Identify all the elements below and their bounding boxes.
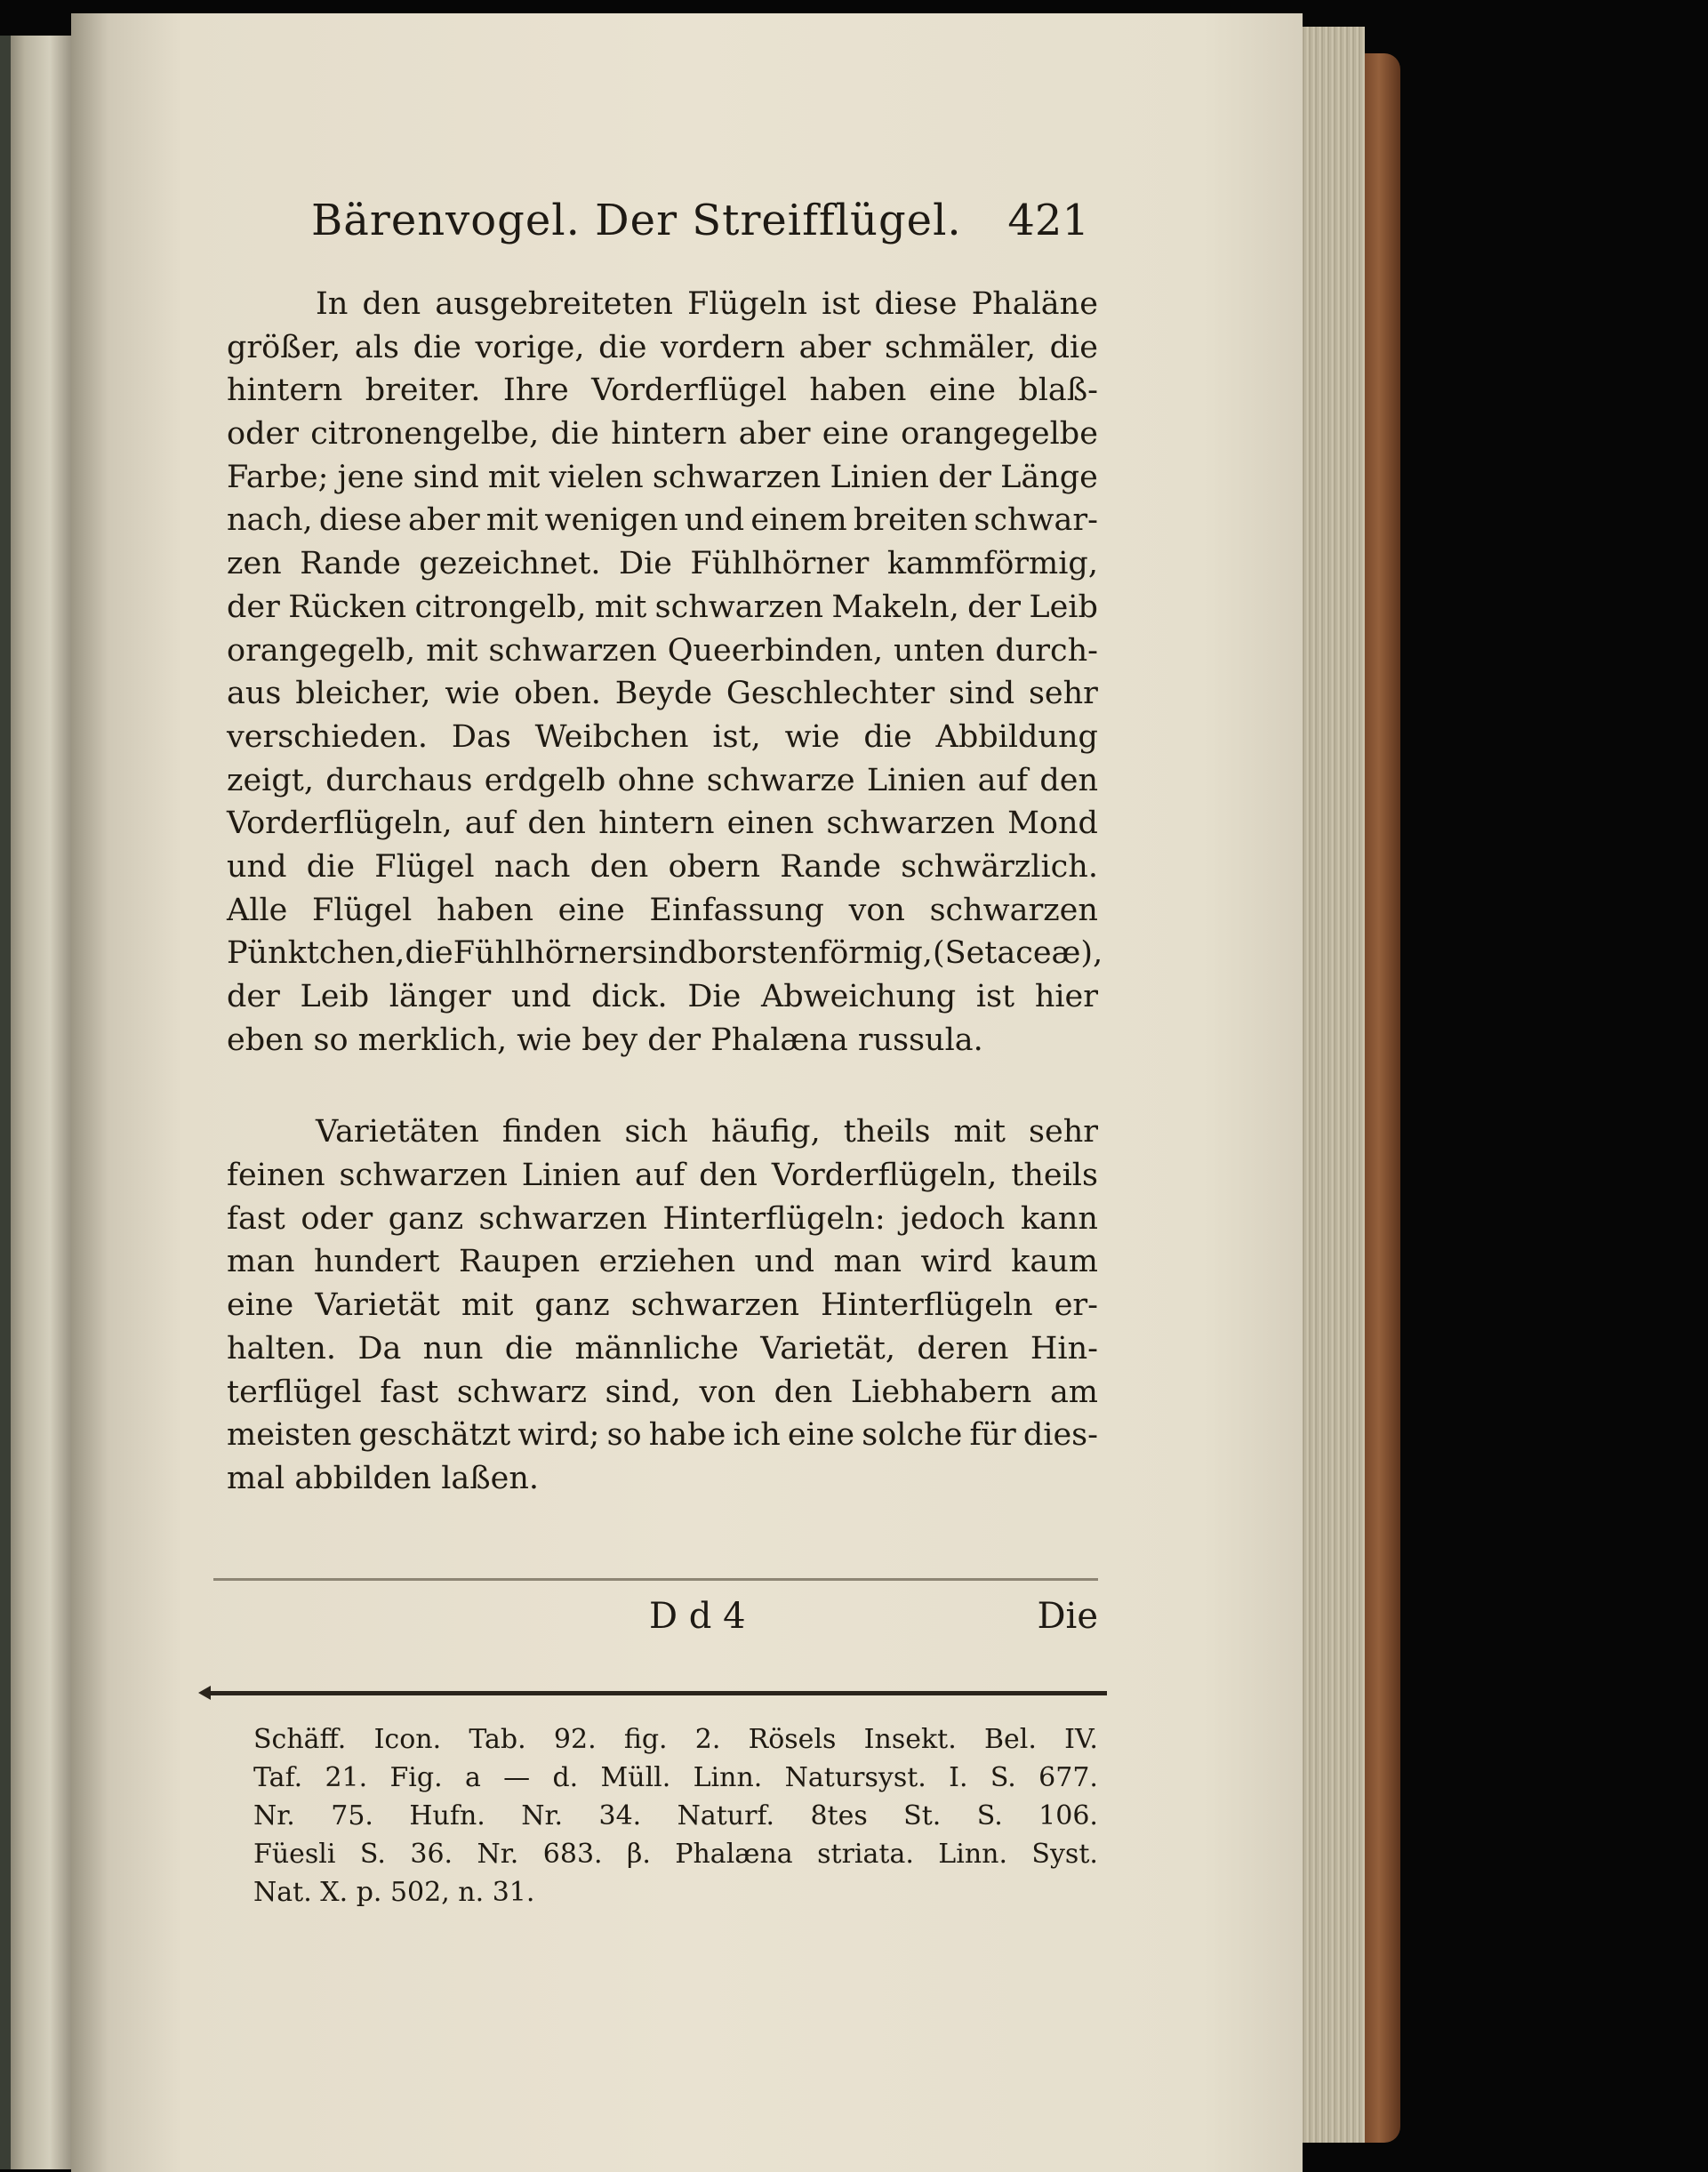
word: den: [774, 1374, 833, 1410]
word: dies-: [1022, 1417, 1098, 1454]
word: schwarz: [456, 1374, 587, 1410]
word: Raupen: [458, 1244, 581, 1280]
word: feinen: [227, 1158, 325, 1194]
word: β.: [626, 1839, 651, 1870]
word: Syst.: [1031, 1839, 1098, 1870]
word: schwarzen: [654, 589, 823, 625]
footer-rule: [213, 1578, 1098, 1581]
paragraph-1: [227, 283, 1103, 1062]
word: kaum: [1011, 1244, 1098, 1280]
word: sehr: [1029, 1114, 1098, 1150]
word: ganz: [388, 1200, 464, 1237]
word: (Setaceæ),: [932, 935, 1103, 972]
word: man: [227, 1244, 295, 1280]
word: breiten: [853, 502, 968, 539]
word: ausgebreiteten: [435, 286, 673, 322]
word: Liebhabern: [850, 1374, 1032, 1410]
word: diese: [874, 286, 958, 322]
word: Rösels: [748, 1724, 837, 1755]
word: von: [848, 892, 905, 928]
word: d.: [552, 1762, 579, 1793]
word: sehr: [1028, 676, 1098, 712]
word: Linien: [830, 459, 929, 495]
word: männliche: [574, 1330, 739, 1367]
word: durch-: [995, 632, 1098, 669]
word: sind: [949, 676, 1015, 712]
text-line: [227, 283, 1098, 326]
page-number: 421: [1007, 196, 1089, 245]
word: habe: [648, 1417, 726, 1454]
word: am: [1049, 1374, 1098, 1410]
word: vorige,: [475, 329, 585, 365]
word: Insekt.: [863, 1724, 957, 1755]
word: Hin-: [1030, 1330, 1098, 1367]
word: schwarzen: [929, 892, 1098, 928]
word: Leib: [300, 979, 370, 1014]
word: Das: [451, 718, 511, 755]
word: aus: [227, 676, 282, 712]
word: Varietäten: [316, 1114, 479, 1150]
text-line: [227, 1110, 1098, 1154]
text-line: [227, 846, 1098, 889]
word: Linn.: [693, 1762, 763, 1793]
word: sind: [631, 935, 698, 972]
text-line: [227, 369, 1098, 413]
text-line: [227, 1198, 1098, 1241]
signature-line: [227, 1596, 1098, 1649]
word: borstenförmig,: [697, 935, 933, 972]
word: Hufn.: [409, 1800, 485, 1831]
word: 92.: [553, 1724, 597, 1755]
word: fig.: [623, 1724, 668, 1755]
word: aber: [408, 502, 480, 539]
word: 677.: [1038, 1762, 1098, 1793]
footnote-line: Nat. X. p. 502, n. 31.: [253, 1877, 535, 1908]
word: Mond: [1007, 805, 1098, 842]
word: S.: [359, 1839, 386, 1870]
word: diese: [318, 502, 402, 539]
word: Fühlhörner: [453, 935, 632, 972]
word: haben: [809, 373, 907, 409]
word: schwarzen: [488, 632, 657, 669]
word: und: [227, 848, 287, 885]
word: Rücken: [288, 589, 407, 625]
word: Linien: [521, 1158, 621, 1194]
word: und: [510, 979, 572, 1014]
facing-page-edge: [0, 36, 71, 2169]
word: schwarzen: [652, 459, 822, 495]
word: S.: [990, 1762, 1016, 1793]
text-line: [227, 456, 1098, 500]
text-line: [227, 802, 1098, 846]
word: jene: [337, 459, 405, 495]
word: Füesli: [253, 1839, 336, 1870]
text-line: [227, 716, 1098, 759]
word: den: [1039, 762, 1098, 798]
word: Natursyst.: [784, 1762, 926, 1793]
word: zeigt,: [227, 762, 314, 798]
word: unten: [894, 632, 985, 669]
footnotes: [253, 1720, 1098, 1912]
word: Vorderflügeln,: [227, 805, 453, 842]
word: 8tes: [810, 1800, 868, 1831]
word: wird;: [517, 1417, 600, 1454]
paragraph-2: [227, 1110, 1098, 1500]
word: und: [684, 502, 745, 539]
word: schwarzen: [478, 1200, 647, 1237]
word: theils: [1011, 1158, 1098, 1194]
word: Geschlechter: [726, 676, 935, 712]
word: Nr.: [477, 1839, 519, 1870]
word: zen: [227, 546, 282, 582]
word: den: [527, 805, 586, 842]
text-line: [227, 672, 1098, 716]
word: kammförmig,: [886, 546, 1098, 582]
word: und: [754, 1244, 815, 1280]
footnote-rule: [209, 1691, 1107, 1695]
word: mit: [485, 502, 539, 539]
word: Nr.: [521, 1800, 564, 1831]
word: fast: [227, 1200, 285, 1237]
word: ohne: [617, 762, 695, 798]
word: mit: [426, 632, 478, 669]
word: ist: [975, 979, 1015, 1014]
word: meisten: [227, 1417, 352, 1454]
text-line: [227, 975, 1098, 1019]
book-cover-left-edge: [0, 36, 11, 2169]
word: 683.: [542, 1839, 603, 1870]
word: aber: [798, 329, 871, 365]
word: schwärzlich.: [901, 848, 1098, 885]
word: der: [227, 979, 280, 1014]
word: die: [598, 329, 647, 365]
word: länger: [389, 979, 492, 1014]
text-line: [227, 1327, 1098, 1371]
word: Alle: [227, 892, 288, 928]
word: schwarzen: [630, 1287, 800, 1324]
word: von: [699, 1374, 756, 1410]
word: auf: [977, 762, 1029, 798]
word: Die: [687, 979, 742, 1014]
word: Müll.: [600, 1762, 671, 1793]
word: wenigen: [544, 502, 678, 539]
word: Da: [357, 1330, 402, 1367]
word: schwarzen: [826, 805, 995, 842]
word: 106.: [1038, 1800, 1098, 1831]
word: geschätzt: [358, 1417, 511, 1454]
word: 36.: [410, 1839, 453, 1870]
body-text: [227, 283, 1103, 1501]
word: jedoch: [901, 1200, 1006, 1237]
word: Abbildung: [935, 718, 1098, 755]
word: Nr.: [253, 1800, 295, 1831]
word: mit: [594, 589, 647, 625]
word: sich: [624, 1114, 688, 1150]
word: erdgelb: [484, 762, 606, 798]
word: obern: [668, 848, 761, 885]
word: citrongelb,: [414, 589, 587, 625]
word: —: [503, 1762, 531, 1793]
word: halten.: [227, 1330, 337, 1367]
word: der: [227, 589, 280, 625]
word: man: [833, 1244, 902, 1280]
word: schwar-: [974, 502, 1098, 539]
word: fast: [380, 1374, 439, 1410]
word: vielen: [549, 459, 644, 495]
word: haben: [436, 892, 534, 928]
paragraph-gap: [227, 1062, 1098, 1110]
word: solche: [862, 1417, 963, 1454]
word: der: [967, 589, 1022, 625]
text-line: [227, 889, 1098, 933]
word: Die: [618, 546, 672, 582]
word: wie: [784, 718, 840, 755]
word: Abweichung: [761, 979, 957, 1014]
word: 2.: [694, 1724, 721, 1755]
word: eine: [787, 1417, 855, 1454]
word: schmäler,: [884, 329, 1037, 365]
word: den: [589, 848, 649, 885]
word: größer,: [227, 329, 341, 365]
word: Naturf.: [677, 1800, 775, 1831]
word: hintern: [611, 416, 727, 453]
word: dick.: [591, 979, 668, 1014]
word: sind: [413, 459, 479, 495]
word: Hinterflügeln:: [662, 1200, 886, 1237]
book-cover-right: [1365, 53, 1400, 2143]
word: Linien: [866, 762, 966, 798]
word: mit: [487, 459, 541, 495]
word: Fig.: [389, 1762, 443, 1793]
word: Vorderflügel: [591, 373, 787, 409]
word: die: [550, 416, 599, 453]
word: für: [969, 1417, 1016, 1454]
word: orangegelbe: [901, 416, 1098, 453]
word: deren: [917, 1330, 1009, 1367]
word: 34.: [598, 1800, 642, 1831]
word: den: [362, 286, 421, 322]
word: auf: [635, 1158, 686, 1194]
text-line: mal abbilden laßen.: [227, 1460, 540, 1496]
word: wie: [445, 676, 501, 712]
word: nun: [422, 1330, 484, 1367]
word: ich: [733, 1417, 781, 1454]
word: Tab.: [469, 1724, 526, 1755]
text-line: [227, 586, 1098, 629]
word: blaß-: [1018, 373, 1098, 409]
text-line: [227, 1284, 1098, 1327]
word: Phalæna: [675, 1839, 793, 1870]
word: Ihre: [502, 373, 569, 409]
word: oder: [227, 416, 299, 453]
word: I.: [949, 1762, 968, 1793]
word: Linn.: [938, 1839, 1007, 1870]
word: der: [938, 459, 991, 495]
word: hundert: [314, 1244, 440, 1280]
text-line: [227, 413, 1098, 456]
word: die: [413, 329, 461, 365]
word: terflügel: [227, 1374, 362, 1410]
text-line: [227, 1154, 1098, 1198]
word: Taf.: [253, 1762, 303, 1793]
word: IV.: [1064, 1724, 1098, 1755]
word: die: [405, 935, 453, 972]
word: Varietät,: [760, 1330, 895, 1367]
word: Flügel: [374, 848, 475, 885]
footnote-line: [253, 1720, 1098, 1759]
running-title: Bärenvogel. Der Streifflügel.: [311, 196, 962, 245]
word: eine: [227, 1287, 294, 1324]
word: striata.: [817, 1839, 914, 1870]
text-line: [227, 1371, 1098, 1415]
footnote-line: [253, 1797, 1098, 1835]
word: In: [316, 286, 349, 322]
word: die: [1049, 329, 1098, 365]
word: theils: [843, 1114, 931, 1150]
word: auf: [464, 805, 516, 842]
word: sind,: [605, 1374, 681, 1410]
word: a: [464, 1762, 481, 1793]
word: citronengelbe,: [310, 416, 540, 453]
word: breiter.: [365, 373, 481, 409]
word: vordern: [661, 329, 785, 365]
word: mit: [461, 1287, 514, 1324]
word: ganz: [534, 1287, 610, 1324]
page-header: [311, 196, 1111, 267]
word: aber: [738, 416, 811, 453]
word: Bel.: [983, 1724, 1037, 1755]
word: Rande: [780, 848, 881, 885]
text-line: [227, 932, 1103, 975]
word: oder: [301, 1200, 373, 1237]
word: schwarzen: [339, 1158, 508, 1194]
word: Einfassung: [649, 892, 824, 928]
word: häufig,: [710, 1114, 821, 1150]
text-line: [227, 499, 1098, 542]
word: hintern: [227, 373, 343, 409]
word: S.: [976, 1800, 1003, 1831]
signature-mark: D d 4: [649, 1596, 746, 1637]
word: eine: [822, 416, 889, 453]
text-line: [227, 326, 1098, 370]
text-line: [227, 1414, 1098, 1457]
word: so: [606, 1417, 642, 1454]
word: einem: [750, 502, 847, 539]
word: Flügel: [312, 892, 413, 928]
word: Makeln,: [831, 589, 959, 625]
word: Länge: [1000, 459, 1098, 495]
word: verschieden.: [227, 718, 429, 755]
word: Farbe;: [227, 459, 329, 495]
text-line: [227, 759, 1098, 803]
word: einen: [726, 805, 814, 842]
word: Pünktchen,: [227, 935, 405, 972]
text-line: [227, 1240, 1098, 1284]
word: Varietät: [315, 1287, 440, 1324]
word: Phaläne: [971, 286, 1098, 322]
word: wird: [920, 1244, 992, 1280]
word: eine: [557, 892, 625, 928]
word: 75.: [331, 1800, 373, 1831]
word: hintern: [598, 805, 715, 842]
word: den: [699, 1158, 758, 1194]
word: St.: [903, 1800, 942, 1831]
word: die: [504, 1330, 554, 1367]
word: Rande: [300, 546, 401, 582]
word: schwarze: [706, 762, 855, 798]
word: nach: [493, 848, 571, 885]
word: Fühlhörner: [690, 546, 870, 582]
word: ist: [822, 286, 861, 322]
word: durchaus: [325, 762, 473, 798]
word: Vorderflügeln,: [771, 1158, 998, 1194]
catchword: Die: [1037, 1596, 1098, 1637]
word: finden: [501, 1114, 602, 1150]
word: Hinterflügeln: [821, 1287, 1033, 1324]
word: Schäff.: [253, 1724, 347, 1755]
word: als: [354, 329, 399, 365]
text-line: [227, 542, 1098, 586]
word: die: [306, 848, 356, 885]
word: mit: [953, 1114, 1006, 1150]
word: oben.: [514, 676, 601, 712]
word: 21.: [325, 1762, 368, 1793]
word: orangegelb,: [227, 632, 416, 669]
word: Icon.: [373, 1724, 442, 1755]
word: bleicher,: [295, 676, 431, 712]
word: die: [863, 718, 912, 755]
footnote-line: [253, 1835, 1098, 1873]
word: gezeichnet.: [419, 546, 601, 582]
word: ist,: [712, 718, 761, 755]
word: Beyde: [614, 676, 713, 712]
word: eine: [928, 373, 996, 409]
word: kann: [1020, 1200, 1098, 1237]
word: hier: [1034, 979, 1098, 1014]
word: Flügeln: [687, 286, 807, 322]
word: er-: [1054, 1287, 1098, 1324]
word: erziehen: [598, 1244, 736, 1280]
footnote-line: [253, 1759, 1098, 1797]
word: Weibchen: [534, 718, 689, 755]
word: Leib: [1029, 589, 1098, 625]
word: nach,: [227, 502, 313, 539]
text-line: eben so merklich, wie bey der Phalæna russula.: [227, 1022, 983, 1058]
word: Queerbinden,: [667, 632, 884, 669]
text-line: [227, 629, 1098, 673]
